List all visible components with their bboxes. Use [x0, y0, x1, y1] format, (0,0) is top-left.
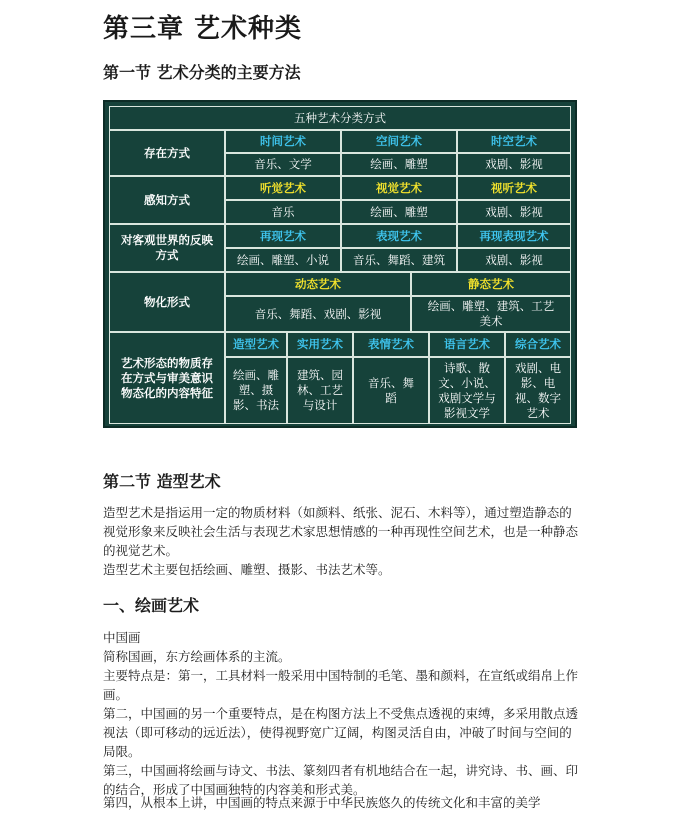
cat-plastic-art: 造型艺术 — [225, 332, 287, 357]
classification-table — [103, 100, 577, 428]
row-label-existence: 存在方式 — [109, 130, 225, 176]
cat-spacetime-art: 时空艺术 — [457, 130, 571, 153]
val-time-art: 音乐、文学 — [225, 153, 341, 176]
val-plastic-art: 绘画、雕塑、摄影、书法 — [225, 357, 287, 424]
row-label-reflection: 对客观世界的反映方式 — [109, 224, 225, 272]
val-expressive-art: 音乐、舞蹈、建筑 — [341, 248, 457, 272]
cat-visual-art: 视觉艺术 — [341, 176, 457, 200]
table-header: 五种艺术分类方式 — [109, 106, 571, 130]
val-auditory-art: 音乐 — [225, 200, 341, 224]
cat-audiovisual-art: 视听艺术 — [457, 176, 571, 200]
cat-language-art: 语言艺术 — [429, 332, 505, 357]
val-dynamic-art: 音乐、舞蹈、戏剧、影视 — [225, 296, 411, 332]
val-practical-art: 建筑、园林、工艺与设计 — [287, 357, 353, 424]
cat-rep-expressive-art: 再现表现艺术 — [457, 224, 571, 248]
val-audiovisual-art: 戏剧、影视 — [457, 200, 571, 224]
painting-paragraph-1: 简称国画，东方绘画体系的主流。 — [103, 649, 291, 664]
section-title-2: 第二节 造型艺术 — [103, 472, 221, 491]
val-emotive-art: 音乐、舞蹈 — [353, 357, 429, 424]
cat-expressive-art: 表现艺术 — [341, 224, 457, 248]
cat-representational-art: 再现艺术 — [225, 224, 341, 248]
row-label-materialization: 物化形式 — [109, 272, 225, 332]
val-rep-expressive-art: 戏剧、影视 — [457, 248, 571, 272]
section2-paragraph-1: 造型艺术是指运用一定的物质材料（如颜料、纸张、泥石、木料等），通过塑造静态的视觉形象来反映社会生活与表现艺术家思想情感的一种再现性空间艺术，也是一种静态的视觉艺术。 — [103, 505, 579, 558]
cat-time-art: 时间艺术 — [225, 130, 341, 153]
val-representational-art: 绘画、雕塑、小说 — [225, 248, 341, 272]
cat-comprehensive-art: 综合艺术 — [505, 332, 571, 357]
section2-paragraph-2: 造型艺术主要包括绘画、雕塑、摄影、书法艺术等。 — [103, 562, 391, 577]
painting-paragraph-2: 主要特点是：第一，工具材料一般采用中国特制的毛笔、墨和颜料，在宣纸或绢帛上作画。 — [103, 668, 579, 702]
subsection-title-painting: 一、绘画艺术 — [103, 596, 200, 615]
val-language-art: 诗歌、散文、小说、戏剧文学与影视文学 — [429, 357, 505, 424]
cat-static-art: 静态艺术 — [411, 272, 571, 296]
val-static-art: 绘画、雕塑、建筑、工艺美术 — [411, 296, 571, 332]
val-comprehensive-art: 戏剧、电影、电视、数字艺术 — [505, 357, 571, 424]
val-visual-art: 绘画、雕塑 — [341, 200, 457, 224]
cat-practical-art: 实用艺术 — [287, 332, 353, 357]
val-space-art: 绘画、雕塑 — [341, 153, 457, 176]
painting-paragraph-3: 第二，中国画的另一个重要特点，是在构图方法上不受焦点透视的束缚，多采用散点透视法（即可移动的远近法），使得视野宽广辽阔，构图灵活自由，冲破了时间与空间的局限。 — [103, 706, 579, 759]
chapter-title: 第三章 艺术种类 — [103, 14, 303, 44]
cat-auditory-art: 听觉艺术 — [225, 176, 341, 200]
painting-paragraph-4: 第三，中国画将绘画与诗文、书法、篆刻四者有机地结合在一起，讲究诗、书、画、印的结合，形成了中国画独特的内容美和形式美。 — [103, 763, 579, 797]
painting-heading: 中国画 — [103, 630, 141, 645]
val-spacetime-art: 戏剧、影视 — [457, 153, 571, 176]
section-title-1: 第一节 艺术分类的主要方法 — [103, 63, 301, 82]
row-label-perception: 感知方式 — [109, 176, 225, 224]
cat-emotive-art: 表情艺术 — [353, 332, 429, 357]
painting-paragraph-5: 第四，从根本上讲，中国画的特点来源于中华民族悠久的传统文化和丰富的美学 — [103, 795, 541, 810]
cat-space-art: 空间艺术 — [341, 130, 457, 153]
cat-dynamic-art: 动态艺术 — [225, 272, 411, 296]
row-label-material-form: 艺术形态的物质存在方式与审美意识物态化的内容特征 — [109, 332, 225, 424]
